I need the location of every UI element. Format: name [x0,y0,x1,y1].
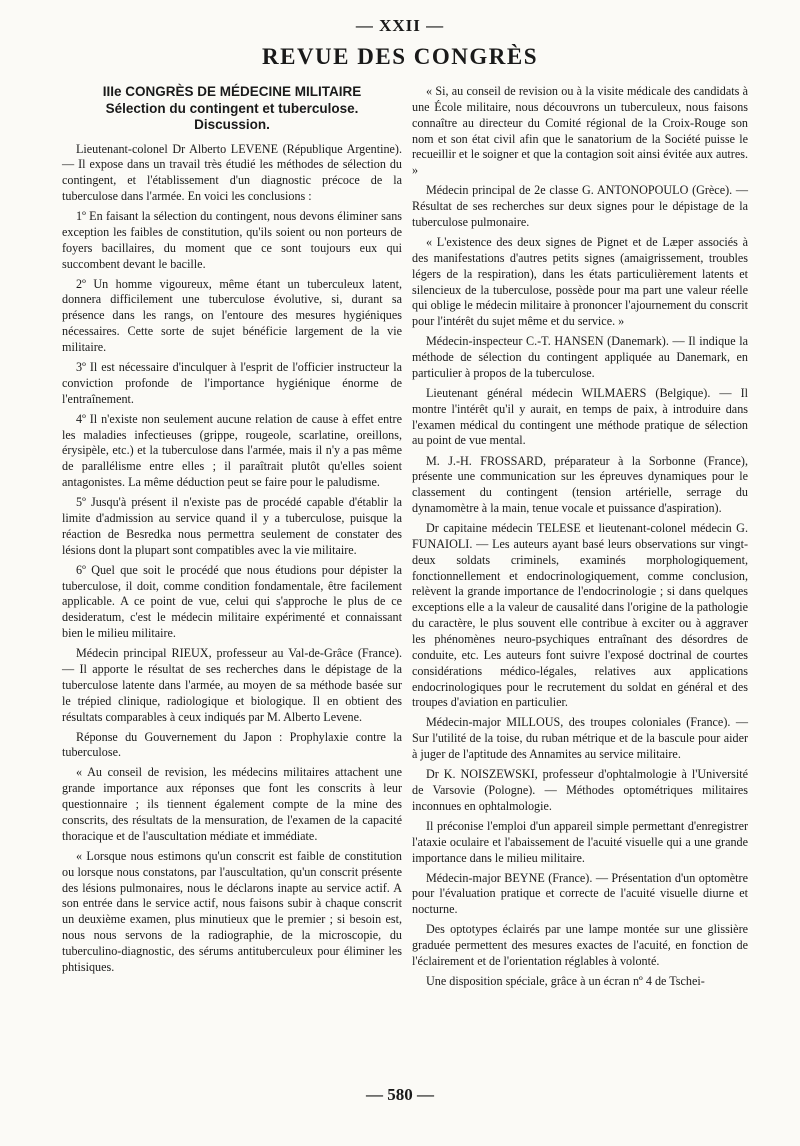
paragraph: 4º Il n'existe non seulement aucune relation de cause à effet entre les maladies infectieuses (grippe, rougeole, scarlatine, oreillons, érysipèle, etc.) et la tuberculose dans l'armée, mais il n'y a pas même de parallélisme entre elles ; il paraîtrait plutôt qu'elles soient antagonistes. La même déduction peut se faire pour le paludisme. [62,411,402,490]
section-heading [62,84,402,134]
paragraph: Réponse du Gouvernement du Japon : Prophylaxie contre la tuberculose. [62,729,402,760]
paragraph: Médecin principal de 2e classe G. ANTONOPOULO (Grèce). — Résultat de ses recherches sur deux signes pour le dépistage de la tuberculose pulmonaire. [412,183,748,229]
paragraph: Dr K. NOISZEWSKI, professeur d'ophtalmologie à l'Université de Varsovie (Pologne). — Méthodes optométriques militaires inconnues en ophtalmologie. [412,767,748,813]
right-column [412,84,748,994]
paragraph: « Au conseil de revision, les médecins militaires attachent une grande importance aux réponses que font les conscrits à leur questionnaire ; ils tiennent également compte de la mine des conscrits, des résultats de la mensuration, de l'examen de la capacité thoracique et de l'auscultation médiate et immédiate. [62,765,402,843]
paragraph: Dr capitaine médecin TELESE et lieutenant-colonel médecin G. FUNAIOLI. — Les auteurs ayant basé leurs observations sur vingt-deux soldats criminels, examinés morphologiquement, fonctionnellement et endocrinologiquement, comme conclusion, relèvent la grande importance de l'endocrinologie ; si dans quelques exceptions elle a la valeur de causalité dans l'origine de la pathologie du caractère, le plus souvent elle contribue à exciter ou à aggraver les phénomènes neuro-psychiques entraînant des désordres de conduite, etc. Les auteurs font suivre l'exposé doctrinal de courtes considérations médico-légales, relatives aux applications endocrinologiques pour le recrutement du soldat en général et des troupes d'aviation en particulier. [412,521,748,710]
paragraph: 5º Jusqu'à présent il n'existe pas de procédé capable d'établir la limite d'admission au service quand il y a tuberculose, puisque la réaction de Besredka nous permettra seulement de constater des lésions dont la plupart sont compatibles avec la vie militaire. [62,495,402,557]
section-heading-line1: IIIe CONGRÈS DE MÉDECINE MILITAIRE [102,84,362,99]
paragraph: Médecin-major BEYNE (France). — Présentation d'un optomètre pour l'évaluation pratique et correcte de l'acuité visuelle diurne et nocturne. [412,870,748,917]
paragraph: Lieutenant général médecin WILMAERS (Belgique). — Il montre l'intérêt qu'il y aurait, en temps de paix, à introduire dans l'examen médical du contingent une méthode pratique de sélection au point de vue mental. [412,385,748,448]
page-header: — XXII — [355,16,445,35]
paragraph: Une disposition spéciale, grâce à un écran nº 4 de Tschei- [426,973,705,988]
paragraph: « L'existence des deux signes de Pignet et de Læper associés à des manifestations d'autres petits signes (amaigrissement, troubles légers de la respiration), dans les états particulièrement latents et silencieux de la tuberculose, possède pour ma part une valeur réelle qui oblige le médecin militaire à prononcer l'ajournement du conscrit pour l'intérêt du sujet même et du service. » [412,234,748,329]
paragraph: 2º Un homme vigoureux, même étant un tuberculeux latent, donnera difficilement une tuberculose évolutive, si, durant sa présence dans les rangs, on l'entoure des mesures hygiéniques nécessaires. Cette sorte de sujet bénéficie largement de la vie militaire. [62,276,402,354]
paragraph: 6º Quel que soit le procédé que nous étudions pour dépister la tuberculose, il doit, comme condition fondamentale, être facilement applicable. A ce point de vue, celui qui s'approche le plus de ce desideratum, c'est le médecin militaire expérimenté et connaissant bien le milieu militaire. [62,562,402,641]
paragraph: Médecin-inspecteur C.-T. HANSEN (Danemark). — Il indique la méthode de sélection du contingent appliquée au Danemark, en particulier à propos de la tuberculose. [412,334,748,380]
paragraph: Médecin-major MILLOUS, des troupes coloniales (France). — Sur l'utilité de la toise, du ruban métrique et de la bascule pour aider à juger de l'aptitude des Annamites au service militaire. [412,715,748,762]
page-number: — 580 — [366,1085,434,1104]
paragraph: 1º En faisant la sélection du contingent, nous devons éliminer sans exception les faibles de constitution, qu'ils soient ou non porteurs de foyers bacillaires, du moment que ce sont toujours eux qui succombent devant le bacille. [62,209,402,271]
left-column-body [62,142,402,976]
section-heading-line3: Discussion. [194,117,270,132]
paragraph: Lieutenant-colonel Dr Alberto LEVENE (République Argentine). — Il expose dans un travail très étudié les méthodes de sélection du contingent, et l'établissement d'un diagnostic précoce de la tuberculose dans l'armée. En voici les conclusions : [62,141,402,204]
page-title: REVUE DES CONGRÈS [262,44,538,69]
paragraph: Médecin principal RIEUX, professeur au Val-de-Grâce (France). — Il apporte le résultat de ses recherches dans le dépistage de la tuberculose latente dans l'armée, au moyen de sa méthode basée sur le trépied clinique, radiologique et biologique. Il en obtient des résultats comparables à ceux indiqués par M. Alberto Levene. [62,646,402,724]
right-column-body [412,84,748,990]
section-heading-line2: Sélection du contingent et tuberculose. [105,100,359,116]
paragraph: Il préconise l'emploi d'un appareil simple permettant d'enregistrer l'ataxie oculaire et l'abaissement de l'acuité visuelle qui a une grande importance dans le milieu militaire. [412,818,748,865]
left-column [62,84,402,980]
paragraph: Des optotypes éclairés par une lampe montée sur une glissière graduée permettent des mesures exactes de l'acuité, en fonction de l'éclairement et de l'orientation réglables à volonté. [412,922,748,968]
paragraph: M. J.-H. FROSSARD, préparateur à la Sorbonne (France), présente une communication sur les épreuves dynamiques pour le classement du contingent (tension artérielle, serrage du dynamomètre à la main, tenue vocale et puissance d'aspiration). [412,453,748,516]
paragraph: « Si, au conseil de revision ou à la visite médicale des candidats à une École militaire, nous découvrons un tuberculeux, nous faisons connaître au directeur du Comité régional de la Croix-Rouge son nom et son état civil afin que le sanatorium de la Société puisse le recueillir et le soigner et que la contagion soit ainsi évitée aux autres. » [412,84,748,178]
paragraph: « Lorsque nous estimons qu'un conscrit est faible de constitution ou lorsque nous constatons, par l'auscultation, qu'un conscrit présente des lésions pulmonaires, nous le déclarons inapte au service actif. A son entrée dans le service actif, nous faisons subir à chaque conscrit un deuxième examen, plus minutieux que le premier ; si besoin est, nous nous servons de la radiographie, de la microscopie, du tuberculino-diagnostic, des sérums antituberculeux pour éliminer les phtisiques. [62,848,402,974]
paragraph: 3º Il est nécessaire d'inculquer à l'esprit de l'officier instructeur la conviction profonde de l'importance hygiénique énorme de l'entraînement. [62,360,402,406]
